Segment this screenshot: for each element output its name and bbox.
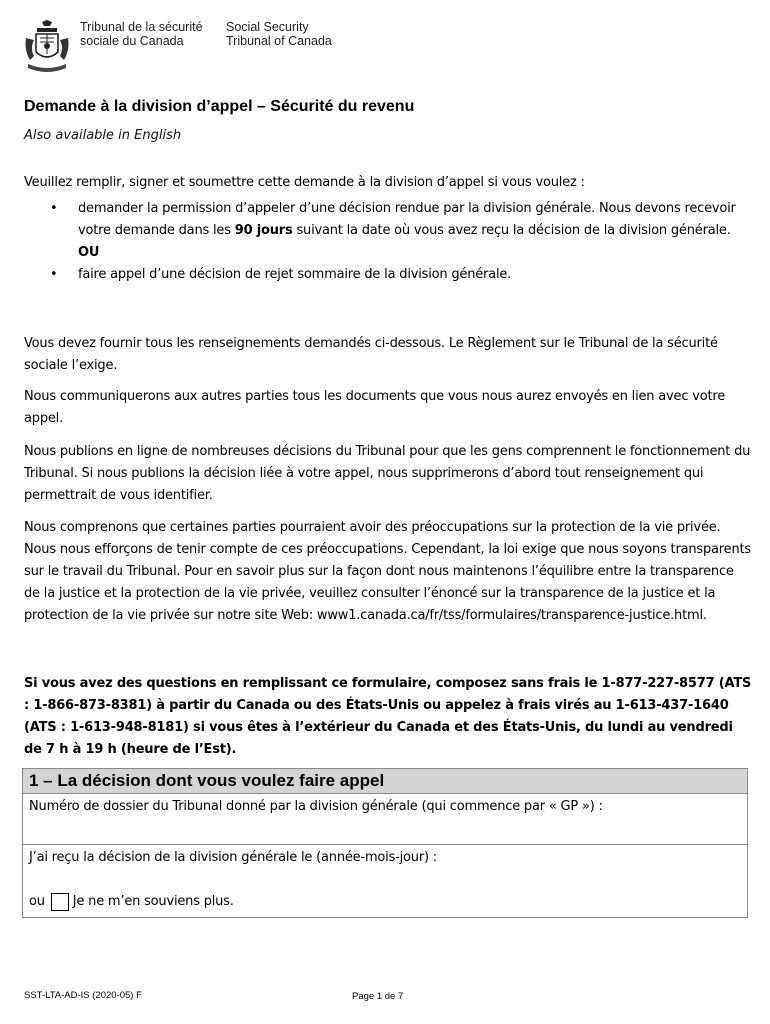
decision-date-label: J’ai reçu la décision de la division générale le (année-mois-jour) : xyxy=(29,850,437,865)
org-en-line2: Tribunal of Canada xyxy=(226,34,332,48)
ou-text: ou xyxy=(29,894,45,909)
decision-date-field[interactable] xyxy=(23,845,747,915)
org-name-french xyxy=(80,20,203,48)
section-1-decision xyxy=(22,768,748,918)
section-1-heading: 1 – La décision dont vous voulez faire appel xyxy=(23,769,747,794)
bullet-icon: • xyxy=(50,201,58,216)
also-available-link[interactable]: Also available in English xyxy=(24,128,182,143)
list-item xyxy=(50,264,752,286)
dont-remember-checkbox[interactable] xyxy=(51,893,69,911)
org-en-line1: Social Security xyxy=(226,20,309,34)
bullet1-text-b: suivant la date où vous avez reçu la décision de la division générale. xyxy=(292,223,731,238)
dont-remember-label: Je ne m’en souviens plus. xyxy=(72,894,234,909)
header xyxy=(22,20,332,76)
bullet1-bold: 90 jours xyxy=(234,223,293,238)
ou-label: OU xyxy=(78,245,100,260)
intro-bullets xyxy=(24,198,752,286)
paragraph-contact: Si vous avez des questions en remplissant ce formulaire, composez sans frais le 1-877-227-8577 (ATS : 1-866-873-8381) à partir du Canada ou des États-Unis ou appelez à frais virés au 1-613-437-1640 (ATS : 1-613-948-8181) si vous êtes à l’extérieur du Canada et des États-Unis, du lundi au vendredi de 7 h à 19 h (heure de l’Est). xyxy=(24,676,752,757)
form-title: Demande à la division d’appel – Sécurité du revenu xyxy=(24,98,415,115)
page-number: Page 1 de 7 xyxy=(352,991,404,1002)
file-number-field[interactable] xyxy=(23,794,747,845)
dont-remember-row xyxy=(29,889,747,915)
list-item xyxy=(50,198,752,264)
bullet-icon: • xyxy=(50,267,58,282)
paragraph-publication: Nous publions en ligne de nombreuses décisions du Tribunal pour que les gens comprennent le fonctionnement du Tribunal. Si nous publions la décision liée à votre appel, nous supprimerons d’abord tout renseignement qui permettrait de vous identifier. xyxy=(24,444,751,503)
form-code: SST-LTA-AD-IS (2020-05) F xyxy=(24,990,142,1001)
paragraph-shared-documents: Nous communiquerons aux autres parties tous les documents que vous nous aurez envoyés en lien avec votre appel. xyxy=(24,389,726,426)
intro-lead: Veuillez remplir, signer et soumettre cette demande à la division d’appel si vous voulez : xyxy=(24,175,585,190)
paragraph-privacy: Nous comprenons que certaines parties pourraient avoir des préoccupations sur la protection de la vie privée. Nous nous efforçons de tenir compte de ces préoccupations. Cependant, la loi exige que nous soyons transparents sur le travail du Tribunal. Pour en savoir plus sur la façon dont nous maintenons l’équilibre entre la transparence de la justice et la protection de la vie privée, veuillez consulter l’énoncé sur la transparence de la justice et la protection de la vie privée sur notre site Web: www1.canada.ca/fr/tss/formulaires/transparence-justice.html. xyxy=(24,520,751,623)
canada-coat-of-arms-icon xyxy=(22,20,72,76)
bullet2-text: faire appel d’une décision de rejet sommaire de la division générale. xyxy=(78,267,512,282)
org-fr-line2: sociale du Canada xyxy=(80,34,184,48)
file-number-label: Numéro de dossier du Tribunal donné par la division générale (qui commence par « GP ») : xyxy=(29,799,603,814)
bullet1-text-a: demander la permission d’appeler d’une décision rendue par la division générale. Nous devons recevoir votre demande dans les xyxy=(78,201,736,238)
org-fr-line1: Tribunal de la sécurité xyxy=(80,20,203,34)
paragraph-required-info: Vous devez fournir tous les renseignements demandés ci-dessous. Le Règlement sur le Tribunal de la sécurité sociale l’exige. xyxy=(24,336,718,373)
intro-section xyxy=(24,172,752,286)
org-name-english xyxy=(226,20,332,48)
